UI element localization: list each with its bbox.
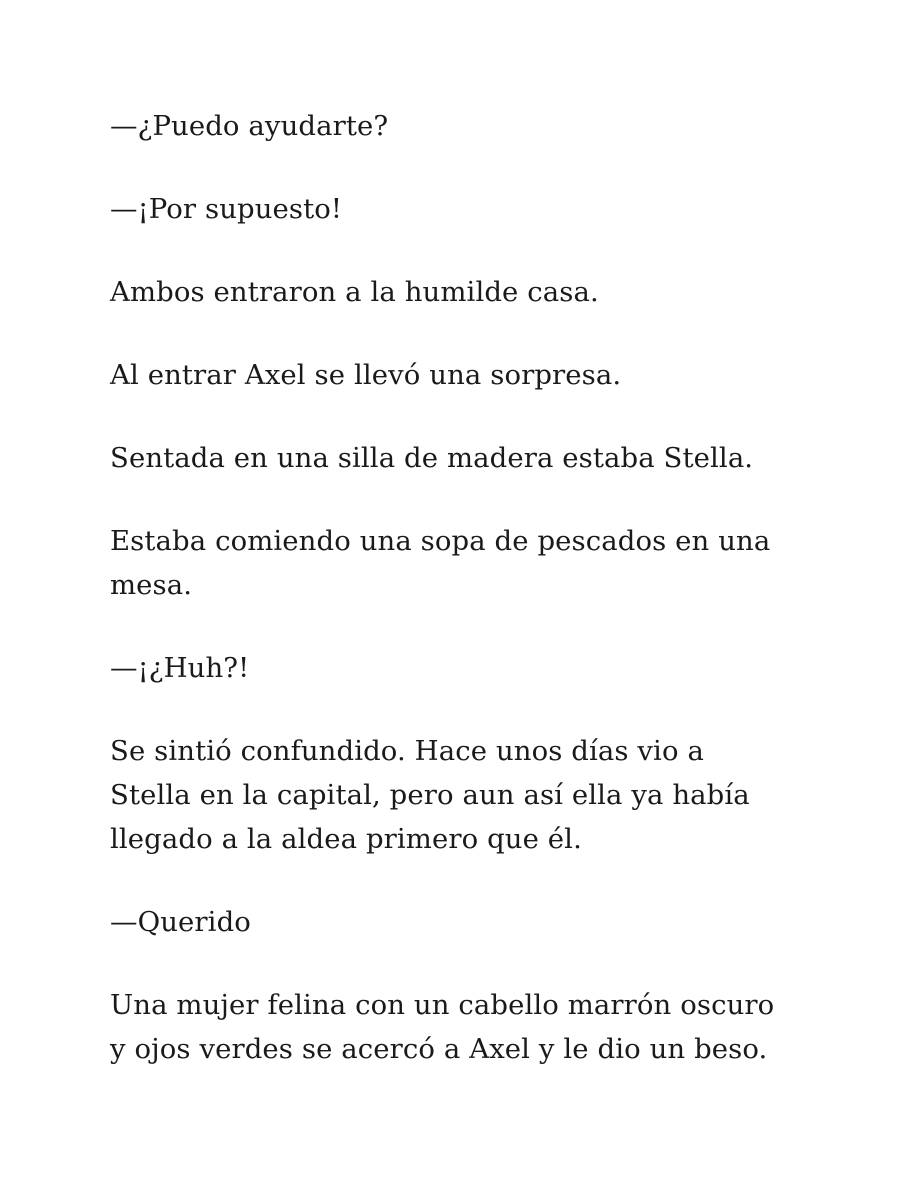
narrative-paragraph: Sentada en una silla de madera estaba Stella. xyxy=(110,442,754,474)
dialogue-line: —¡¿Huh?! xyxy=(110,652,250,684)
dialogue-line: —Querido xyxy=(110,906,251,938)
dialogue-line: —¿Puedo ayudarte? xyxy=(110,110,389,142)
narrative-paragraph: Estaba comiendo una sopa de pescados en una mesa. xyxy=(110,525,771,601)
narrative-paragraph: Una mujer felina con un cabello marrón oscuro y ojos verdes se acercó a Axel y le dio un beso. xyxy=(110,989,775,1065)
narrative-paragraph: Ambos entraron a la humilde casa. xyxy=(110,276,599,308)
narrative-paragraph: Al entrar Axel se llevó una sorpresa. xyxy=(110,359,622,391)
dialogue-line: —¡Por supuesto! xyxy=(110,193,343,225)
narrative-paragraph: Se sintió confundido. Hace unos días vio a Stella en la capital, pero aun así ella ya había llegado a la aldea primero que él. xyxy=(110,735,750,855)
